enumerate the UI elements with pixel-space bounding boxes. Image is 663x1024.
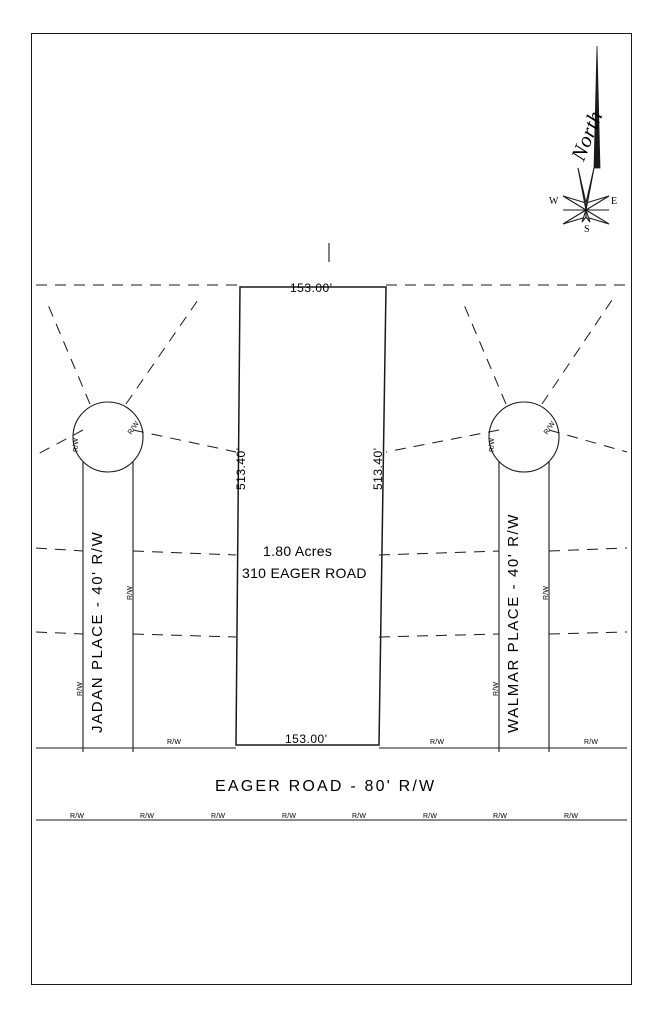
parcel-acreage-label: 1.80 Acres (263, 543, 333, 559)
street-label-jadan-place: JADAN PLACE - 40' R/W (89, 530, 106, 733)
right-of-way-label: R/W (282, 813, 297, 820)
compass-south-label: S (584, 224, 590, 235)
right-of-way-label: R/W (211, 813, 226, 820)
right-of-way-label: R/W (127, 420, 141, 437)
street-label-eager-road: EAGER ROAD - 80' R/W (215, 778, 437, 795)
dimension-top: 153.00' (290, 281, 333, 295)
compass-west-label: W (549, 196, 559, 207)
right-of-way-label: R/W (70, 813, 85, 820)
right-of-way-label: R/W (543, 420, 557, 437)
right-of-way-label: R/W (167, 739, 182, 746)
right-of-way-label: R/W (352, 813, 367, 820)
right-of-way-label: R/W (430, 739, 445, 746)
street-label-walmar-place: WALMAR PLACE - 40' R/W (505, 512, 522, 733)
north-arrow-label: North (566, 107, 608, 164)
parcel-address-label: 310 EAGER ROAD (242, 565, 367, 581)
right-of-way-label: R/W (77, 681, 84, 696)
dimension-left: 513.40' (234, 447, 248, 490)
right-of-way-label: R/W (489, 437, 496, 452)
right-of-way-label: R/W (127, 585, 134, 600)
dimension-right: 513.40' (371, 447, 385, 490)
subject-parcel-outline (236, 287, 386, 745)
right-of-way-label: R/W (584, 739, 599, 746)
right-of-way-label: R/W (493, 813, 508, 820)
right-of-way-label: R/W (564, 813, 579, 820)
right-of-way-label: R/W (140, 813, 155, 820)
right-of-way-label: R/W (73, 437, 80, 452)
right-of-way-label: R/W (493, 681, 500, 696)
dimension-bottom: 153.00' (285, 732, 328, 746)
compass-east-label: E (611, 196, 618, 207)
right-of-way-label: R/W (543, 585, 550, 600)
right-of-way-label: R/W (423, 813, 438, 820)
